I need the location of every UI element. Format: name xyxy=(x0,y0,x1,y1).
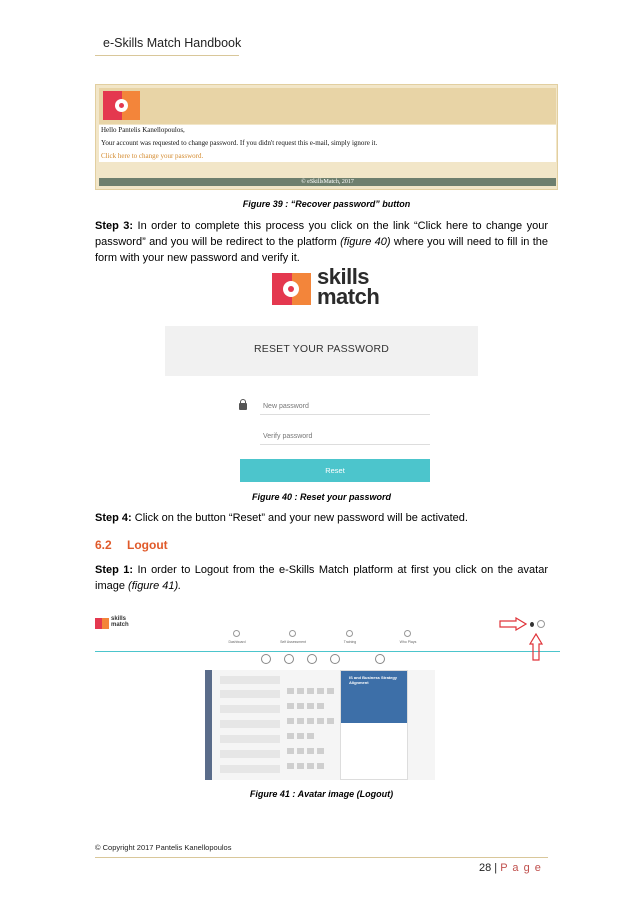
card-title: IS and Business Strategy Alignment xyxy=(349,675,398,685)
figure-41-caption: Figure 41 : Avatar image (Logout) xyxy=(249,789,394,799)
email-footer: © eSkillsMatch, 2017 xyxy=(99,178,556,186)
step-4-label: Step 4: xyxy=(95,512,132,524)
figure-40-caption: Figure 40 : Reset your password xyxy=(251,492,392,502)
nav-self-assessment[interactable]: Self Assessment xyxy=(280,640,306,644)
step-3-figure-ref: (figure 40) xyxy=(340,236,391,248)
verify-password-underline xyxy=(260,444,430,445)
training-icon xyxy=(346,630,353,637)
section-title: Logout xyxy=(127,538,168,552)
email-body xyxy=(99,125,556,162)
recover-password-email xyxy=(95,84,558,190)
shot-brand: skills match xyxy=(111,616,129,628)
arrow-up-icon xyxy=(529,633,543,661)
verify-password-input[interactable]: Verify password xyxy=(263,433,313,440)
footer-divider xyxy=(95,857,548,858)
skills-match-logo-icon xyxy=(272,273,311,305)
step-1-figure-ref: (figure 41). xyxy=(128,580,182,592)
figure-39-caption: Figure 39 : “Recover password” button xyxy=(242,199,411,209)
step-circle-icon xyxy=(375,654,385,664)
step-3-text-cont: where you will need to fill in the form with your new password and verify it. xyxy=(95,236,548,264)
section-number: 6.2 xyxy=(95,538,112,552)
arrow-right-icon xyxy=(499,617,527,631)
competence-card xyxy=(340,670,408,780)
document-header-title: e-Skills Match Handbook xyxy=(103,36,242,50)
nav-training[interactable]: Training xyxy=(343,640,357,644)
page-number: 28 | P a g e xyxy=(479,862,542,874)
step-1-paragraph xyxy=(95,562,548,594)
reset-password-title: RESET YOUR PASSWORD xyxy=(253,343,390,355)
step-4-text: Click on the button “Reset” and your new password will be activated. xyxy=(134,512,468,524)
nav-who-plays[interactable]: Who Plays xyxy=(399,640,417,644)
notification-icon[interactable] xyxy=(530,622,534,627)
step-3-label: Step 3: xyxy=(95,220,134,232)
reset-button[interactable]: Reset xyxy=(240,459,430,482)
header-divider xyxy=(95,55,239,56)
step-circle-icon xyxy=(284,654,294,664)
who-plays-icon xyxy=(404,630,411,637)
step-1-label: Step 1: xyxy=(95,564,134,576)
email-greeting: Hello Pantelis Kanellopoulos, xyxy=(101,126,185,134)
new-password-input[interactable]: New password xyxy=(263,403,309,410)
copyright-text: © Copyright 2017 Pantelis Kanellopoulos xyxy=(95,843,232,852)
brand-skills: skills xyxy=(317,264,370,289)
step-circle-icon xyxy=(330,654,340,664)
avatar-icon[interactable] xyxy=(537,620,545,628)
step-circle-icon xyxy=(307,654,317,664)
dashboard-icon xyxy=(233,630,240,637)
step-circle-icon xyxy=(261,654,271,664)
new-password-underline xyxy=(260,414,430,415)
step-3-paragraph xyxy=(95,218,548,266)
step-3-text: In order to complete this process you click on the link “Click here to change your password” and you will be redirect to the platform xyxy=(95,220,548,248)
email-message: Your account was requested to change password. If you didn't request this e-mail, simply ignore it. xyxy=(101,139,378,147)
self-assessment-icon xyxy=(289,630,296,637)
change-password-link[interactable]: Click here to change your password. xyxy=(101,152,204,160)
nav-dashboard[interactable]: Dashboard xyxy=(228,640,246,644)
lock-icon xyxy=(239,403,247,410)
platform-screenshot xyxy=(95,614,560,780)
email-banner xyxy=(99,88,556,124)
brand-match: match xyxy=(317,284,380,309)
step-4-paragraph xyxy=(95,510,548,526)
nav-divider xyxy=(95,651,560,652)
eskills-logo-icon xyxy=(103,91,140,120)
step-1-text: In order to Logout from the e-Skills Match platform at first you click on the avatar image xyxy=(95,564,548,592)
shot-logo-icon xyxy=(95,618,109,629)
